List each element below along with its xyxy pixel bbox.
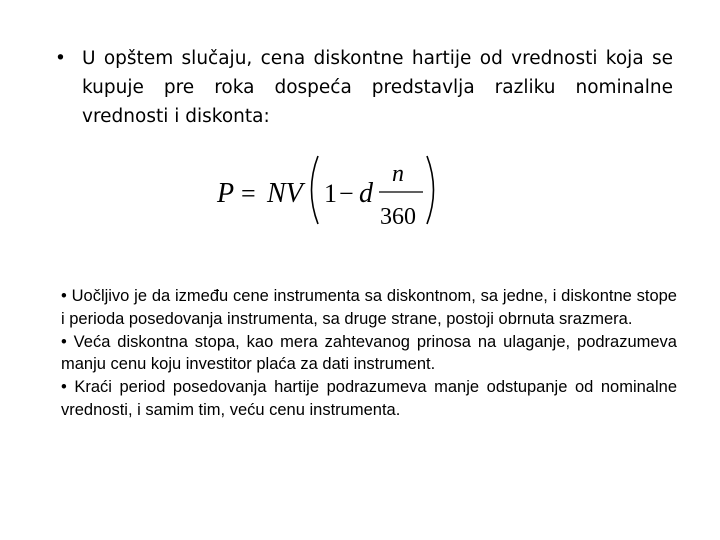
note-paragraph: • Veća diskontna stopa, kao mera zahtevanog prinosa na ulaganje, podrazumeva manju cenu koju investitor plaća za dati instrument. bbox=[61, 332, 677, 374]
notes-block bbox=[61, 285, 677, 422]
main-bullet bbox=[55, 44, 673, 131]
formula-nv: NV bbox=[267, 178, 303, 209]
formula-p: P bbox=[217, 178, 235, 209]
formula-equals: = bbox=[241, 179, 256, 208]
formula-denominator: 360 bbox=[380, 204, 416, 230]
price-formula bbox=[215, 150, 445, 230]
left-paren bbox=[312, 156, 319, 224]
bullet-symbol: • bbox=[55, 48, 66, 69]
formula-one: 1 bbox=[324, 179, 337, 208]
formula-numerator: n bbox=[392, 161, 404, 187]
formula-svg bbox=[215, 150, 445, 230]
main-bullet-text: U opštem slučaju, cena diskontne hartije od vrednosti koja se kupuje pre roka dospeća predstavlja razliku nominalne vrednosti i diskonta: bbox=[82, 48, 673, 127]
formula-d: d bbox=[359, 178, 373, 209]
formula-minus: − bbox=[339, 179, 354, 208]
note-paragraph: • Uočljivo je da između cene instrumenta sa diskontnom, sa jedne, i diskontne stope i perioda posedovanja instrumenta, sa druge strane, postoji obrnuta srazmera. bbox=[61, 287, 677, 328]
right-paren bbox=[427, 156, 434, 224]
note-paragraph: • Kraći period posedovanja hartije podrazumeva manje odstupanje od nominalne vrednosti, i samim tim, veću cenu instrumenta. bbox=[61, 378, 677, 419]
